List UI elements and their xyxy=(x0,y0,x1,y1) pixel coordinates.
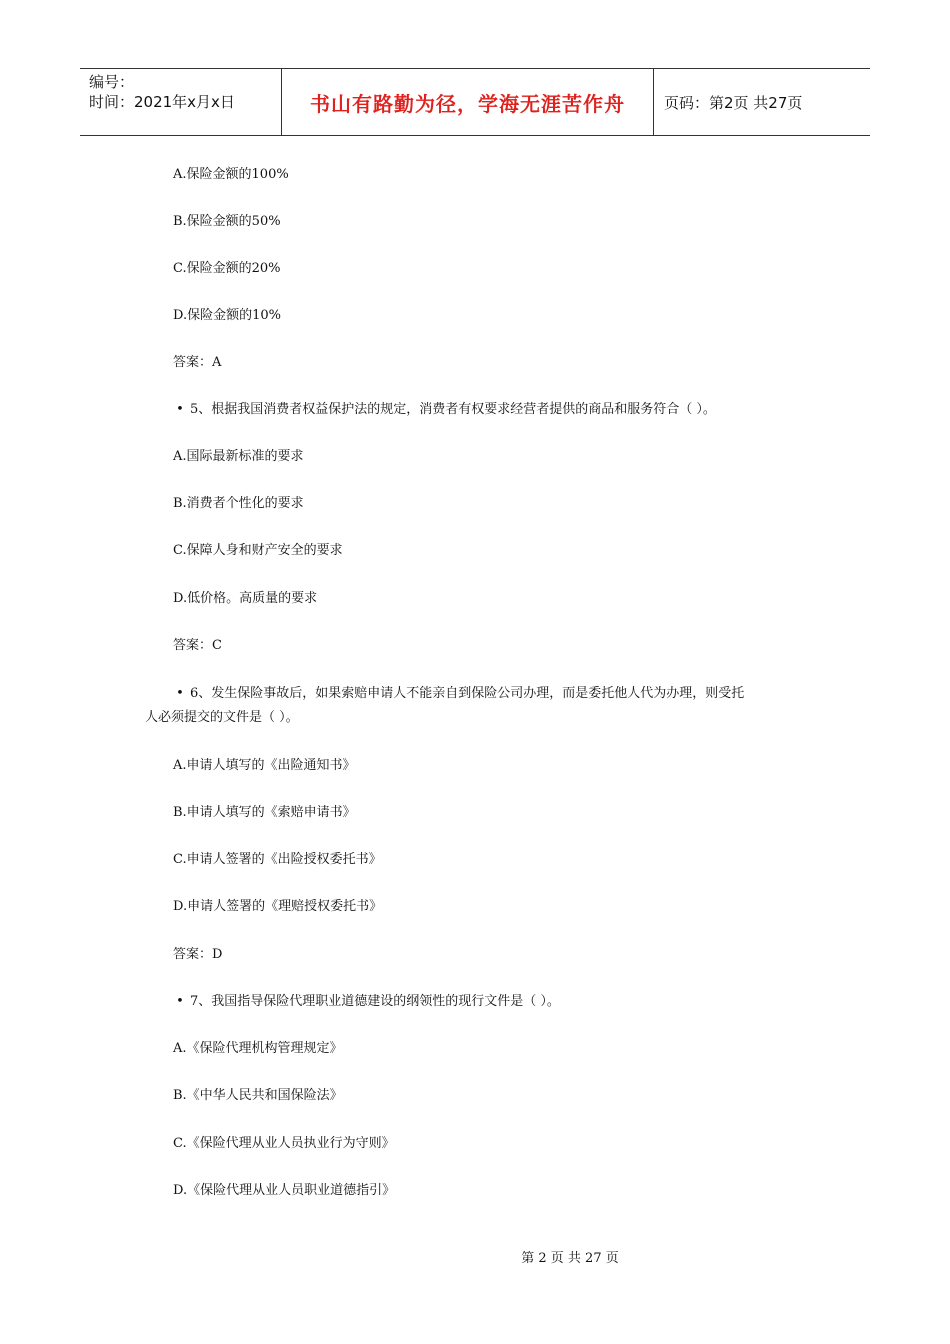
q5-option-c: C.保障人身和财产安全的要求 xyxy=(173,543,343,558)
q5-answer: 答案：C xyxy=(173,638,222,653)
page-footer: 第 2 页 共 27 页 xyxy=(521,1251,619,1266)
q5-option-b: B.消费者个性化的要求 xyxy=(173,496,304,511)
q4-answer: 答案：A xyxy=(173,355,222,370)
header-date: 时间：2021年x月x日 xyxy=(89,93,235,111)
q5-question xyxy=(170,398,716,417)
q6-bullet: • xyxy=(176,686,184,701)
q7-option-a: A.《保险代理机构管理规定》 xyxy=(173,1041,343,1056)
q7-bullet: • xyxy=(176,994,184,1009)
q5-option-a: A.国际最新标准的要求 xyxy=(173,449,304,464)
q4-option-d: D.保险金额的10% xyxy=(173,308,281,323)
q7-text: 7、我国指导保险代理职业道德建设的纲领性的现行文件是（ ）。 xyxy=(190,994,560,1009)
header-code: 编号： xyxy=(89,73,135,91)
q6-text-line1: 6、发生保险事故后，如果索赔申请人不能亲自到保险公司办理，而是委托他人代为办理，则受托 xyxy=(190,686,745,701)
q6-option-b: B.申请人填写的《索赔申请书》 xyxy=(173,805,356,820)
q6-question-line1 xyxy=(170,682,744,701)
q7-option-b: B.《中华人民共和国保险法》 xyxy=(173,1088,343,1103)
q4-option-c: C.保险金额的20% xyxy=(173,261,281,276)
header-meta xyxy=(80,69,282,135)
q7-option-d: D.《保险代理从业人员职业道德指引》 xyxy=(173,1183,396,1198)
q7-option-c: C.《保险代理从业人员执业行为守则》 xyxy=(173,1136,395,1151)
q4-option-b: B.保险金额的50% xyxy=(173,214,281,229)
header-motto: 书山有路勤为径，学海无涯苦作舟 xyxy=(282,69,654,135)
q4-option-a: A.保险金额的100% xyxy=(173,167,289,182)
q5-text: 5、根据我国消费者权益保护法的规定，消费者有权要求经营者提供的商品和服务符合（ ）。 xyxy=(190,402,716,417)
q6-option-c: C.申请人签署的《出险授权委托书》 xyxy=(173,852,382,867)
q6-option-d: D.申请人签署的《理赔授权委托书》 xyxy=(173,899,383,914)
page-header xyxy=(80,68,870,136)
q5-bullet: • xyxy=(176,402,184,417)
q6-answer: 答案：D xyxy=(173,947,223,962)
header-page-number: 页码：第2页 共27页 xyxy=(664,93,803,112)
q7-question xyxy=(170,990,560,1009)
q6-text-line2: 人必须提交的文件是（ ）。 xyxy=(145,710,299,725)
q5-option-d: D.低价格。高质量的要求 xyxy=(173,591,318,606)
q6-option-a: A.申请人填写的《出险通知书》 xyxy=(173,758,356,773)
